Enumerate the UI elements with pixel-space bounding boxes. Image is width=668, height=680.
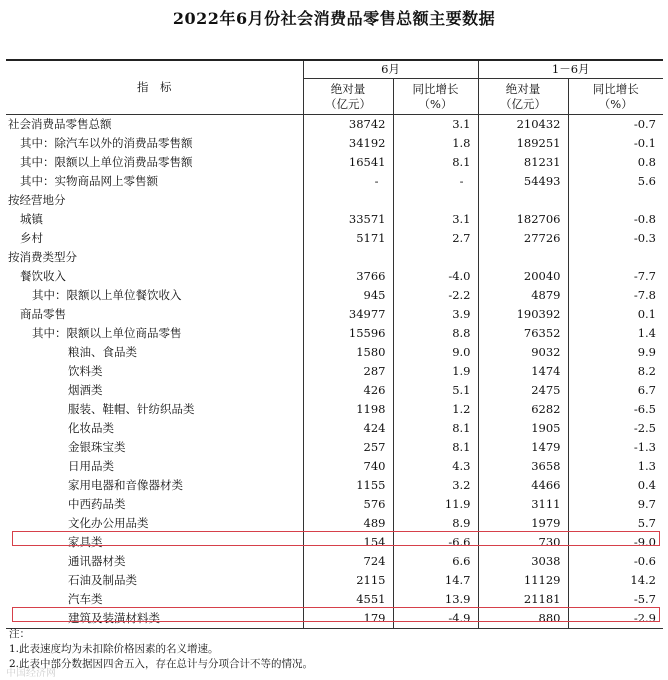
yoy-ytd-cell: -0.6 xyxy=(568,552,663,571)
watermark: 中国经济网 xyxy=(6,668,56,679)
yoy-june-cell: -2.2 xyxy=(393,286,478,305)
row-label: 社会消费品零售总额 xyxy=(8,117,112,131)
table-row xyxy=(6,362,663,381)
row-label: 其中：除汽车以外的消费品零售额 xyxy=(20,136,193,150)
yoy-june-cell: 3.1 xyxy=(393,115,478,135)
row-label: 文化办公用品类 xyxy=(68,516,149,530)
row-label: 其中：实物商品网上零售额 xyxy=(20,174,158,188)
abs-june-cell: 15596 xyxy=(303,324,393,343)
row-label: 日用品类 xyxy=(68,459,114,473)
row-label: 按经营地分 xyxy=(8,193,66,207)
yoy-june-cell: 3.2 xyxy=(393,476,478,495)
abs-june-cell: 2115 xyxy=(303,571,393,590)
abs-june-cell xyxy=(303,248,393,267)
abs-ytd-cell: 3038 xyxy=(478,552,568,571)
yoy-ytd-header: 同比增长 （%） xyxy=(568,79,663,115)
table-row xyxy=(6,229,663,248)
row-label: 烟酒类 xyxy=(68,383,103,397)
yoy-june-cell: 6.6 xyxy=(393,552,478,571)
yoy-june-cell: 1.2 xyxy=(393,400,478,419)
notes-head: 注： xyxy=(9,628,30,640)
abs-ytd-cell: 1474 xyxy=(478,362,568,381)
abs-june-cell: 724 xyxy=(303,552,393,571)
abs-june-cell: 34192 xyxy=(303,134,393,153)
table-row xyxy=(6,134,663,153)
yoy-ytd-cell: -9.0 xyxy=(568,533,663,552)
abs-ytd-cell xyxy=(478,191,568,210)
abs-ytd-cell: 190392 xyxy=(478,305,568,324)
abs-ytd-cell: 210432 xyxy=(478,115,568,135)
abs-ytd-cell: 1979 xyxy=(478,514,568,533)
abs-june-cell: 154 xyxy=(303,533,393,552)
yoy-ytd-cell: -6.5 xyxy=(568,400,663,419)
abs-ytd-cell: 76352 xyxy=(478,324,568,343)
row-label: 商品零售 xyxy=(20,307,66,321)
yoy-june-cell: 1.9 xyxy=(393,362,478,381)
row-label: 饮料类 xyxy=(68,364,103,378)
abs-june-cell: - xyxy=(303,172,393,191)
abs-ytd-cell: 1479 xyxy=(478,438,568,457)
yoy-ytd-cell: 0.4 xyxy=(568,476,663,495)
row-label: 其中：限额以上单位餐饮收入 xyxy=(32,288,182,302)
yoy-june-cell: -4.9 xyxy=(393,609,478,629)
row-label: 其中：限额以上单位消费品零售额 xyxy=(20,155,193,169)
abs-ytd-cell: 3658 xyxy=(478,457,568,476)
yoy-ytd-cell: 14.2 xyxy=(568,571,663,590)
table-row xyxy=(6,115,663,135)
yoy-ytd-cell: -0.8 xyxy=(568,210,663,229)
yoy-ytd-cell: -1.3 xyxy=(568,438,663,457)
abs-june-cell: 945 xyxy=(303,286,393,305)
abs-ytd-cell: 21181 xyxy=(478,590,568,609)
yoy-june-cell: 8.9 xyxy=(393,514,478,533)
page-title: 2022年6月份社会消费品零售总额主要数据 xyxy=(172,9,496,28)
yoy-june-cell xyxy=(393,248,478,267)
table-row xyxy=(6,381,663,400)
yoy-june-cell: 8.1 xyxy=(393,438,478,457)
abs-june-cell: 576 xyxy=(303,495,393,514)
abs-june-cell: 16541 xyxy=(303,153,393,172)
note-1: 1.此表速度均为未扣除价格因素的名义增速。 xyxy=(9,643,219,655)
note-2: 2.此表中部分数据因四舍五入，存在总计与分项合计不等的情况。 xyxy=(9,658,314,670)
abs-ytd-cell: 6282 xyxy=(478,400,568,419)
yoy-ytd-cell: -0.1 xyxy=(568,134,663,153)
yoy-june-header: 同比增长 （%） xyxy=(393,79,478,115)
yoy-june-cell: 1.8 xyxy=(393,134,478,153)
retail-sales-table xyxy=(6,59,663,629)
table-row xyxy=(6,400,663,419)
abs-june-cell: 179 xyxy=(303,609,393,629)
yoy-ytd-cell: 5.6 xyxy=(568,172,663,191)
table-row xyxy=(6,533,663,552)
table-row xyxy=(6,324,663,343)
abs-june-cell: 4551 xyxy=(303,590,393,609)
yoy-ytd-cell: 1.3 xyxy=(568,457,663,476)
abs-june-cell: 3766 xyxy=(303,267,393,286)
row-label: 城镇 xyxy=(20,212,43,226)
abs-june-cell: 740 xyxy=(303,457,393,476)
table-row xyxy=(6,514,663,533)
yoy-june-cell: 8.8 xyxy=(393,324,478,343)
yoy-june-cell: 3.1 xyxy=(393,210,478,229)
yoy-june-cell: 11.9 xyxy=(393,495,478,514)
row-label: 其中：限额以上单位商品零售 xyxy=(32,326,182,340)
abs-june-cell: 424 xyxy=(303,419,393,438)
yoy-june-cell: 5.1 xyxy=(393,381,478,400)
table-row xyxy=(6,419,663,438)
yoy-ytd-cell: 6.7 xyxy=(568,381,663,400)
yoy-june-cell: 8.1 xyxy=(393,419,478,438)
yoy-june-cell: 8.1 xyxy=(393,153,478,172)
yoy-june-cell: 14.7 xyxy=(393,571,478,590)
table-row xyxy=(6,286,663,305)
yoy-ytd-cell: -5.7 xyxy=(568,590,663,609)
abs-ytd-cell: 182706 xyxy=(478,210,568,229)
abs-ytd-cell: 189251 xyxy=(478,134,568,153)
abs-ytd-cell: 4466 xyxy=(478,476,568,495)
abs-june-cell: 1198 xyxy=(303,400,393,419)
table-row xyxy=(6,438,663,457)
table-row xyxy=(6,476,663,495)
yoy-june-cell: 13.9 xyxy=(393,590,478,609)
row-label: 中西药品类 xyxy=(68,497,126,511)
yoy-ytd-cell: -0.3 xyxy=(568,229,663,248)
table-row xyxy=(6,191,663,210)
abs-june-cell: 5171 xyxy=(303,229,393,248)
yoy-ytd-cell: -7.8 xyxy=(568,286,663,305)
row-label: 服装、鞋帽、针纺织品类 xyxy=(68,402,195,416)
abs-ytd-cell: 3111 xyxy=(478,495,568,514)
yoy-ytd-cell: -7.7 xyxy=(568,267,663,286)
table-row xyxy=(6,343,663,362)
table-row xyxy=(6,267,663,286)
yoy-ytd-cell: -0.7 xyxy=(568,115,663,135)
table-row xyxy=(6,153,663,172)
table-row xyxy=(6,457,663,476)
abs-june-cell: 38742 xyxy=(303,115,393,135)
abs-ytd-cell: 81231 xyxy=(478,153,568,172)
abs-june-cell xyxy=(303,191,393,210)
yoy-ytd-cell xyxy=(568,248,663,267)
abs-june-cell: 426 xyxy=(303,381,393,400)
row-label: 餐饮收入 xyxy=(20,269,66,283)
abs-june-cell: 257 xyxy=(303,438,393,457)
table-row xyxy=(6,248,663,267)
row-label: 通讯器材类 xyxy=(68,554,126,568)
row-label: 金银珠宝类 xyxy=(68,440,126,454)
abs-ytd-cell: 11129 xyxy=(478,571,568,590)
table-row xyxy=(6,495,663,514)
yoy-ytd-cell: -2.9 xyxy=(568,609,663,629)
abs-ytd-cell: 1905 xyxy=(478,419,568,438)
abs-june-header: 绝对量 （亿元） xyxy=(303,79,393,115)
ytd-header: 1－6月 xyxy=(478,60,663,79)
yoy-june-cell: 3.9 xyxy=(393,305,478,324)
yoy-june-cell: 9.0 xyxy=(393,343,478,362)
table-row xyxy=(6,609,663,629)
yoy-ytd-cell: 0.8 xyxy=(568,153,663,172)
row-label: 化妆品类 xyxy=(68,421,114,435)
row-label: 石油及制品类 xyxy=(68,573,137,587)
abs-ytd-header: 绝对量 （亿元） xyxy=(478,79,568,115)
row-label: 家用电器和音像器材类 xyxy=(68,478,183,492)
abs-ytd-cell: 4879 xyxy=(478,286,568,305)
abs-ytd-cell: 2475 xyxy=(478,381,568,400)
abs-ytd-cell xyxy=(478,248,568,267)
abs-ytd-cell: 20040 xyxy=(478,267,568,286)
yoy-ytd-cell: 0.1 xyxy=(568,305,663,324)
row-label: 乡村 xyxy=(20,231,43,245)
abs-june-cell: 1580 xyxy=(303,343,393,362)
abs-june-cell: 34977 xyxy=(303,305,393,324)
june-header: 6月 xyxy=(303,60,478,79)
abs-june-cell: 1155 xyxy=(303,476,393,495)
yoy-june-cell: - xyxy=(393,172,478,191)
yoy-ytd-cell: 5.7 xyxy=(568,514,663,533)
abs-ytd-cell: 54493 xyxy=(478,172,568,191)
yoy-ytd-cell: 9.9 xyxy=(568,343,663,362)
yoy-june-cell xyxy=(393,191,478,210)
abs-ytd-cell: 27726 xyxy=(478,229,568,248)
yoy-ytd-cell: 9.7 xyxy=(568,495,663,514)
row-label: 家具类 xyxy=(68,535,103,549)
indicator-header: 指 标 xyxy=(6,60,303,115)
yoy-ytd-cell: 1.4 xyxy=(568,324,663,343)
abs-ytd-cell: 9032 xyxy=(478,343,568,362)
row-label: 按消费类型分 xyxy=(8,250,77,264)
table-row xyxy=(6,305,663,324)
abs-ytd-cell: 730 xyxy=(478,533,568,552)
abs-june-cell: 33571 xyxy=(303,210,393,229)
yoy-june-cell: 2.7 xyxy=(393,229,478,248)
table-row xyxy=(6,172,663,191)
yoy-ytd-cell: -2.5 xyxy=(568,419,663,438)
yoy-june-cell: 4.3 xyxy=(393,457,478,476)
row-label: 粮油、食品类 xyxy=(68,345,137,359)
yoy-ytd-cell xyxy=(568,191,663,210)
table-row xyxy=(6,571,663,590)
row-label: 汽车类 xyxy=(68,592,103,606)
abs-ytd-cell: 880 xyxy=(478,609,568,629)
yoy-june-cell: -4.0 xyxy=(393,267,478,286)
row-label: 建筑及装潢材料类 xyxy=(6,609,303,629)
yoy-ytd-cell: 8.2 xyxy=(568,362,663,381)
abs-june-cell: 287 xyxy=(303,362,393,381)
table-row xyxy=(6,590,663,609)
table-row xyxy=(6,210,663,229)
yoy-june-cell: -6.6 xyxy=(393,533,478,552)
table-row xyxy=(6,552,663,571)
abs-june-cell: 489 xyxy=(303,514,393,533)
